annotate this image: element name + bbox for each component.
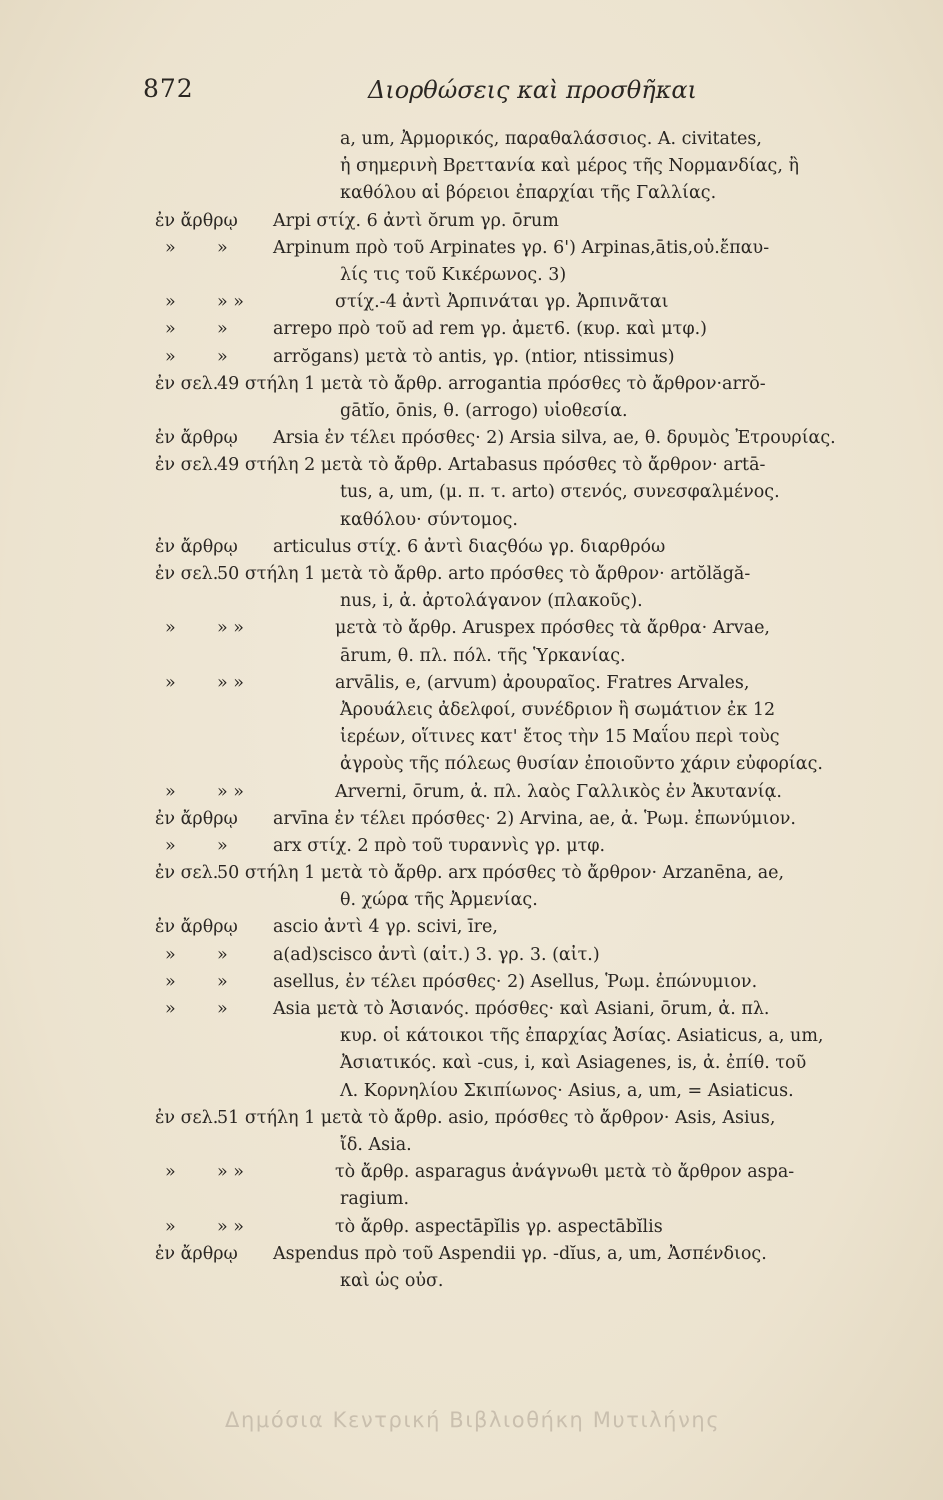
- text-line: [155, 153, 915, 180]
- text-line: [155, 398, 915, 425]
- text-line: [155, 479, 915, 506]
- text-line: [155, 914, 915, 941]
- line-location: »: [165, 319, 176, 340]
- line-text: ἡ σημερινὴ Βρεττανία καὶ μέρος τῆς Νορμανδίας, ἢ: [340, 156, 799, 177]
- line-text: ἴδ. Asia.: [340, 1134, 412, 1155]
- line-location: ἐν σελ.: [155, 863, 219, 884]
- line-text: ascio ἀντὶ 4 γρ. scivi, īre,: [273, 917, 498, 938]
- ditto-marks: »: [217, 999, 228, 1019]
- text-line: [155, 235, 915, 262]
- line-text: 50 στήλη 1 μετὰ τὸ ἄρθρ. arto πρόσθες τὸ ἄρθρον· artŏlăgă-: [217, 564, 751, 584]
- line-text: ἀγροὺς τῆς πόλεως θυσίαν ἐποιοῦντο χάριν εὐφορίας.: [340, 754, 823, 775]
- line-location: »: [165, 237, 176, 258]
- line-text: καθόλου· σύντομος.: [340, 509, 518, 530]
- text-line: [155, 942, 915, 969]
- line-location: »: [165, 944, 176, 965]
- text-line: [155, 588, 915, 615]
- line-text: arrepo πρὸ τοῦ ad rem γρ. ἀμετ6. (κυρ. καὶ μτφ.): [273, 319, 707, 340]
- line-text: arvīna ἐν τέλει πρόσθες· 2) Arvina, ae, ἀ. Ῥωμ. ἐπωνύμιον.: [273, 808, 796, 829]
- line-text: μετὰ τὸ ἄρθρ. Aruspex πρόσθες τὰ ἄρθρα· Arvae,: [335, 618, 770, 639]
- line-text: nus, i, ἀ. ἀρτολάγανον (πλακοῦς).: [340, 591, 643, 612]
- page-number: 872: [143, 74, 194, 103]
- line-location: ἐν σελ.: [155, 1107, 219, 1128]
- ditto-marks: » »: [217, 672, 244, 693]
- line-text: arx στίχ. 2 πρὸ τοῦ τυραννὶς γρ. μτφ.: [273, 835, 606, 856]
- line-location: ἐν ἄρθρῳ: [155, 1243, 238, 1264]
- line-location: »: [165, 672, 176, 693]
- line-text: a(ad)scisco ἀντὶ (αἰτ.) 3. γρ. 3. (αἰτ.): [273, 944, 600, 965]
- line-text: Ἀρουάλεις ἀδελφοί, συνέδριον ἢ σωμάτιον ἐκ 12: [340, 699, 776, 720]
- text-line: [155, 996, 915, 1023]
- text-line: [155, 697, 915, 724]
- line-text: καὶ ὡς οὐσ.: [340, 1270, 444, 1291]
- ditto-marks: » »: [217, 1216, 244, 1237]
- text-line: [155, 779, 915, 806]
- text-line: [155, 887, 915, 914]
- line-text: asellus, ἐν τέλει πρόσθες· 2) Asellus, Ῥωμ. ἐπώνυμιον.: [273, 971, 758, 992]
- line-text: Arverni, ōrum, ἀ. πλ. λαὸς Γαλλικὸς ἐν Ἀκυτανίᾳ.: [335, 781, 782, 802]
- line-text: ragium.: [340, 1189, 410, 1210]
- line-text: Aspendus πρὸ τοῦ Aspendii γρ. -dĭus, a, um, Ἀσπένδιος.: [273, 1243, 767, 1264]
- text-line: [155, 751, 915, 778]
- text-line: [155, 289, 915, 316]
- ditto-marks: »: [217, 971, 228, 992]
- text-line: [155, 344, 915, 371]
- ditto-marks: » »: [217, 618, 244, 639]
- line-text: τὸ ἄρθρ. aspectāpĭlis γρ. aspectābĭlis: [335, 1216, 663, 1237]
- line-location: »: [165, 999, 176, 1019]
- text-line: [155, 1159, 915, 1186]
- line-text: tus, a, um, (μ. π. τ. arto) στενός, συνεσφαλμένος.: [340, 482, 780, 503]
- line-text: 49 στήλη 1 μετὰ τὸ ἄρθρ. arrogantia πρόσθες τὸ ἄρθρον·arrŏ-: [217, 373, 766, 394]
- text-line: [155, 1078, 915, 1105]
- line-location: »: [165, 971, 176, 992]
- text-line: [155, 316, 915, 343]
- text-line: [155, 452, 915, 479]
- ditto-marks: »: [217, 319, 228, 340]
- text-line: [155, 262, 915, 289]
- text-line: [155, 507, 915, 534]
- ditto-marks: » »: [217, 1162, 244, 1183]
- text-line: [155, 1105, 915, 1132]
- page-header: [143, 74, 783, 114]
- running-head: Διορθώσεις καὶ προσθῆκαι: [368, 76, 697, 104]
- ditto-marks: »: [217, 944, 228, 965]
- text-line: [155, 1241, 915, 1268]
- line-location: »: [165, 346, 176, 367]
- line-location: »: [165, 1216, 176, 1237]
- line-location: ἐν σελ.: [155, 564, 219, 584]
- line-text: Arpi στίχ. 6 ἀντὶ ŏrum γρ. ōrum: [273, 210, 559, 231]
- line-location: »: [165, 292, 176, 313]
- library-watermark: Δημόσια Κεντρική Βιβλιοθήκη Μυτιλήνης: [225, 1408, 721, 1432]
- line-text: στίχ.-4 ἀντὶ Ἀρπινάται γρ. Ἀρπινᾶται: [335, 292, 669, 313]
- line-text: ἱερέων, οἵτινες κατ' ἔτος τὴν 15 Μαΐου περὶ τοὺς: [340, 727, 780, 748]
- line-location: ἐν σελ.: [155, 455, 219, 476]
- text-line: [155, 1214, 915, 1241]
- text-line: [155, 1050, 915, 1077]
- line-text: ārum, θ. πλ. πόλ. τῆς Ὑρκανίας.: [340, 645, 626, 666]
- text-line: [155, 969, 915, 996]
- text-line: [155, 806, 915, 833]
- line-location: »: [165, 835, 176, 856]
- text-line: [155, 534, 915, 561]
- text-line: [155, 1132, 915, 1159]
- line-text: καθόλου αἱ βόρειοι ἐπαρχίαι τῆς Γαλλίας.: [340, 183, 717, 204]
- line-text: τὸ ἄρθρ. asparagus ἀνάγνωθι μετὰ τὸ ἄρθρον aspa-: [335, 1162, 795, 1183]
- text-line: [155, 1023, 915, 1050]
- line-location: »: [165, 781, 176, 802]
- text-line: [155, 1268, 915, 1295]
- line-text: κυρ. οἱ κάτοικοι τῆς ἐπαρχίας Ἀσίας. Asiaticus, a, um,: [340, 1026, 824, 1047]
- text-line: [155, 833, 915, 860]
- line-text: gātĭo, ōnis, θ. (arrogo) υἱοθεσία.: [340, 400, 628, 421]
- line-location: ἐν ἄρθρῳ: [155, 808, 238, 829]
- line-location: ἐν ἄρθρῳ: [155, 428, 238, 449]
- ditto-marks: » »: [217, 781, 244, 802]
- text-line: [155, 670, 915, 697]
- ditto-marks: »: [217, 346, 228, 367]
- line-text: Asia μετὰ τὸ Ἀσιανός. πρόσθες· καὶ Asiani, ōrum, ἀ. πλ.: [273, 999, 770, 1019]
- text-line: [155, 615, 915, 642]
- corrections-list: [155, 126, 915, 1295]
- text-line: [155, 1186, 915, 1213]
- line-text: articulus στίχ. 6 ἀντὶ διαςθόω γρ. διαρθρόω: [273, 536, 666, 557]
- text-line: [155, 425, 915, 452]
- ditto-marks: » »: [217, 292, 244, 313]
- line-text: 51 στήλη 1 μετὰ τὸ ἄρθρ. asio, πρόσθες τὸ ἄρθρον· Asis, Asius,: [217, 1107, 776, 1128]
- line-location: »: [165, 1162, 176, 1183]
- line-location: ἐν ἄρθρῳ: [155, 917, 238, 938]
- line-location: »: [165, 618, 176, 639]
- line-text: 50 στήλη 1 μετὰ τὸ ἄρθρ. arx πρόσθες τὸ ἄρθρον· Arzanēna, ae,: [217, 863, 785, 884]
- line-text: Ἀσιατικός. καὶ -cus, i, καὶ Asiagenes, is, ἀ. ἐπίθ. τοῦ: [340, 1053, 807, 1074]
- line-text: Λ. Κορνηλίου Σκιπίωνος· Asius, a, um, = Asiaticus.: [340, 1080, 794, 1101]
- line-location: ἐν ἄρθρῳ: [155, 536, 238, 557]
- text-line: [155, 180, 915, 207]
- text-line: [155, 371, 915, 398]
- line-text: arrŏgans) μετὰ τὸ antis, γρ. (ntior, ntissimus): [273, 346, 675, 367]
- line-text: Arpinum πρὸ τοῦ Arpinates γρ. 6') Arpinas,ātis,οὐ.ἔπαυ-: [273, 237, 770, 258]
- text-line: [155, 643, 915, 670]
- line-location: ἐν σελ.: [155, 373, 219, 394]
- text-line: [155, 208, 915, 235]
- text-line: [155, 126, 915, 153]
- ditto-marks: »: [217, 237, 228, 258]
- text-line: [155, 561, 915, 588]
- text-line: [155, 860, 915, 887]
- ditto-marks: »: [217, 835, 228, 856]
- line-text: a, um, Ἀρμορικός, παραθαλάσσιος. A. civitates,: [340, 129, 762, 149]
- line-text: θ. χώρα τῆς Ἀρμενίας.: [340, 890, 538, 911]
- line-text: Arsia ἐν τέλει πρόσθες· 2) Arsia silva, ae, θ. δρυμὸς Ἐτρουρίας.: [273, 428, 836, 449]
- line-text: 49 στήλη 2 μετὰ τὸ ἄρθρ. Artabasus πρόσθες τὸ ἄρθρον· artā-: [217, 455, 766, 476]
- line-text: arvālis, e, (arvum) ἀρουραῖος. Fratres Arvales,: [335, 672, 750, 693]
- text-line: [155, 724, 915, 751]
- line-location: ἐν ἄρθρῳ: [155, 210, 238, 231]
- line-text: λίς τις τοῦ Κικέρωνος. 3): [340, 264, 567, 285]
